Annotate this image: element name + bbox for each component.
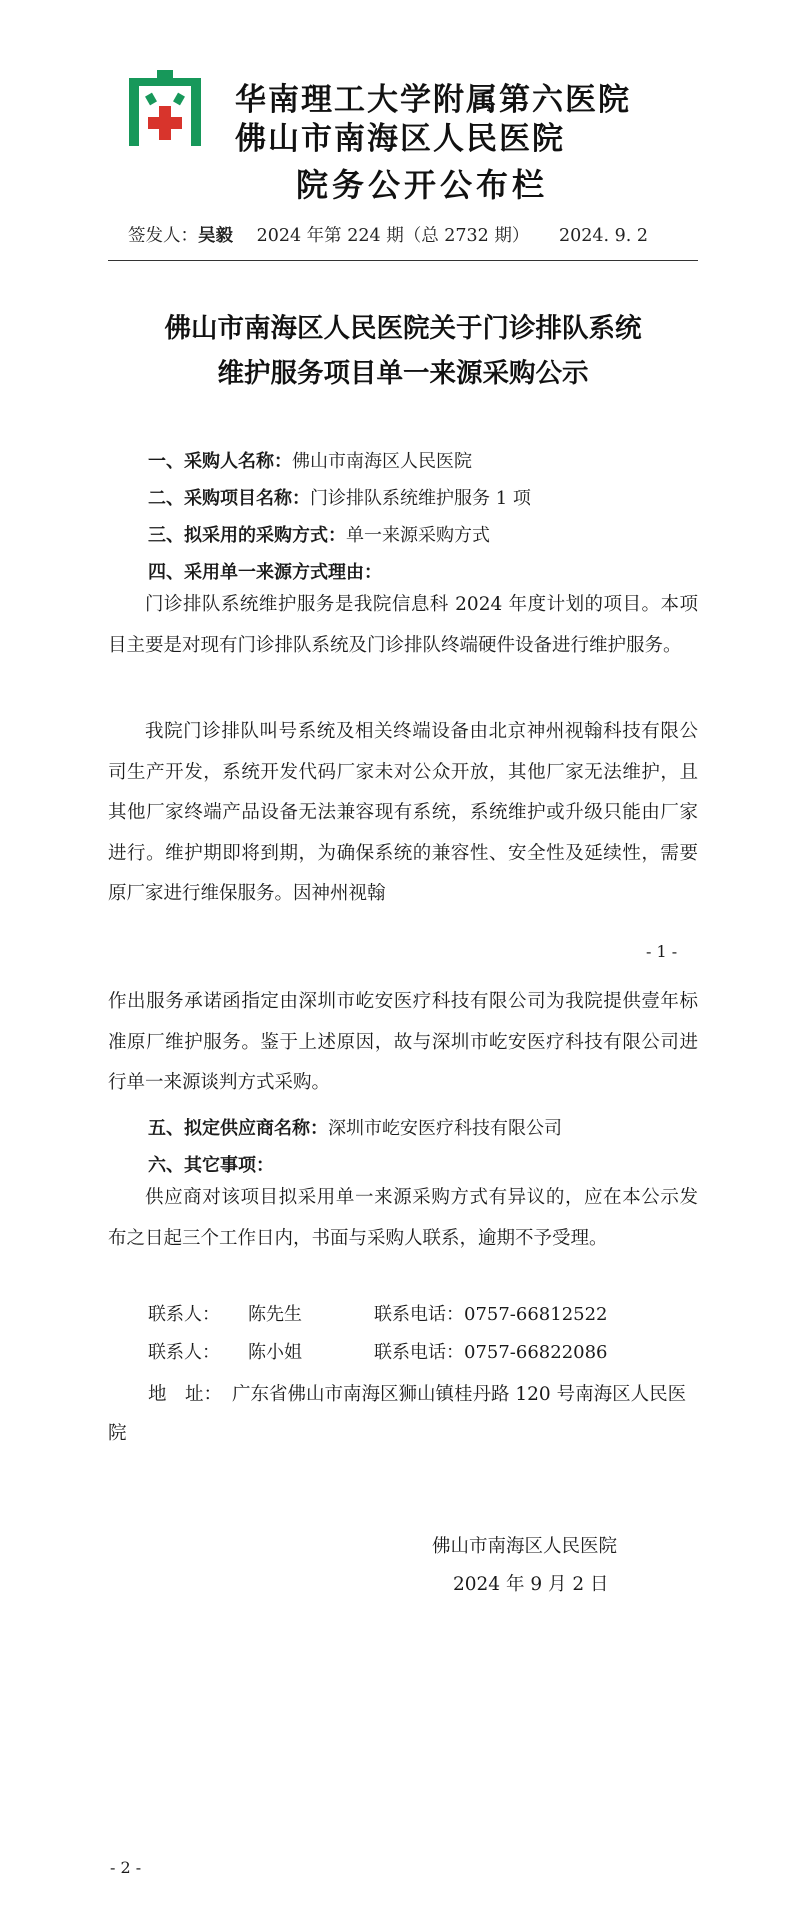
contact-row [148, 1338, 608, 1364]
contact-name: 陈小姐 [248, 1342, 302, 1363]
contact-label: 联系人： [148, 1342, 220, 1363]
issue-number: 2024 年第 224 期（总 2732 期） [256, 226, 530, 246]
field-value: 佛山市南海区人民医院 [292, 451, 472, 472]
phone-label: 联系电话： [374, 1304, 464, 1325]
address-value: 广东省佛山市南海区狮山镇桂丹路 120 号南海区人民医院 [108, 1384, 687, 1444]
page-number-2: - 2 - [110, 1858, 142, 1877]
logo-left-stroke [145, 93, 157, 106]
field-value: 门诊排队系统维护服务 1 项 [310, 488, 531, 509]
field-key: 二、采购项目名称： [148, 488, 310, 509]
doc-title-line1: 佛山市南海区人民医院关于门诊排队系统 [164, 313, 642, 344]
field-value: 单一来源采购方式 [346, 525, 490, 546]
hospital-name-line1: 华南理工大学附属第六医院 [235, 82, 631, 118]
field-key: 一、采购人名称： [148, 451, 292, 472]
objection-paragraph: 供应商对该项目拟采用单一来源采购方式有异议的，应在本公示发布之日起三个工作日内，书面与采购人联系，逾期不予受理。 [108, 1187, 698, 1249]
logo-right-leg [191, 86, 201, 146]
logo-cross-bar [129, 78, 201, 86]
hospital-name-line2: 佛山市南海区人民医院 [235, 121, 565, 157]
logo-left-leg [129, 86, 139, 146]
field-reason [148, 558, 382, 584]
page-number-1: - 1 - [646, 942, 678, 961]
field-key: 三、拟采用的采购方式： [148, 525, 346, 546]
logo-red-cross-h [148, 117, 182, 129]
contact-name: 陈先生 [248, 1304, 302, 1325]
field-key: 五、拟定供应商名称： [148, 1118, 328, 1139]
phone-number: 0757-66812522 [464, 1304, 608, 1325]
address-label: 地 址： [148, 1384, 223, 1405]
signer-label: 签发人： [128, 226, 198, 246]
reason-paragraph-2: 我院门诊排队叫号系统及相关终端设备由北京神州视翰科技有限公司生产开发，系统开发代码厂家未对公众开放，其他厂家无法维护，且其他厂家终端产品设备无法兼容现有系统，系统维护或升级只能由厂家进行。维护期即将到期，为确保系统的兼容性、安全性及延续性，需要原厂家进行维保服务。因神州视翰 [108, 721, 698, 904]
field-project [148, 484, 531, 510]
signature-org: 佛山市南海区人民医院 [432, 1536, 618, 1557]
issue-date: 2024. 9. 2 [558, 226, 649, 246]
phone-number: 0757-66822086 [464, 1342, 608, 1363]
reason-paragraph-1: 门诊排队系统维护服务是我院信息科 2024 年度计划的项目。本项目主要是对现有门诊排队系统及门诊排队终端硬件设备进行维护服务。 [108, 594, 698, 656]
header-divider [108, 260, 698, 261]
signature-date: 2024 年 9 月 2 日 [453, 1574, 609, 1595]
doc-title-line2: 维护服务项目单一来源采购公示 [217, 358, 589, 389]
field-value: 深圳市屹安医疗科技有限公司 [328, 1118, 562, 1139]
issue-meta [128, 222, 648, 247]
contact-label: 联系人： [148, 1304, 220, 1325]
logo-right-stroke [173, 93, 185, 106]
field-supplier [148, 1114, 562, 1140]
field-key: 六、其它事项： [148, 1155, 274, 1176]
signer-name: 吴毅 [198, 226, 233, 246]
logo-top-bar [157, 70, 173, 78]
address [108, 1375, 698, 1453]
contact-row [148, 1300, 608, 1326]
field-purchaser [148, 447, 472, 473]
field-other [148, 1151, 274, 1177]
board-title: 院务公开公布栏 [296, 166, 549, 204]
continued-paragraph: 作出服务承诺函指定由深圳市屹安医疗科技有限公司为我院提供壹年标准原厂维护服务。鉴于上述原因，故与深圳市屹安医疗科技有限公司进行单一来源谈判方式采购。 [108, 991, 698, 1093]
field-key: 四、采用单一来源方式理由： [148, 562, 382, 583]
hospital-logo [125, 70, 205, 146]
phone-label: 联系电话： [374, 1342, 464, 1363]
field-method [148, 521, 490, 547]
